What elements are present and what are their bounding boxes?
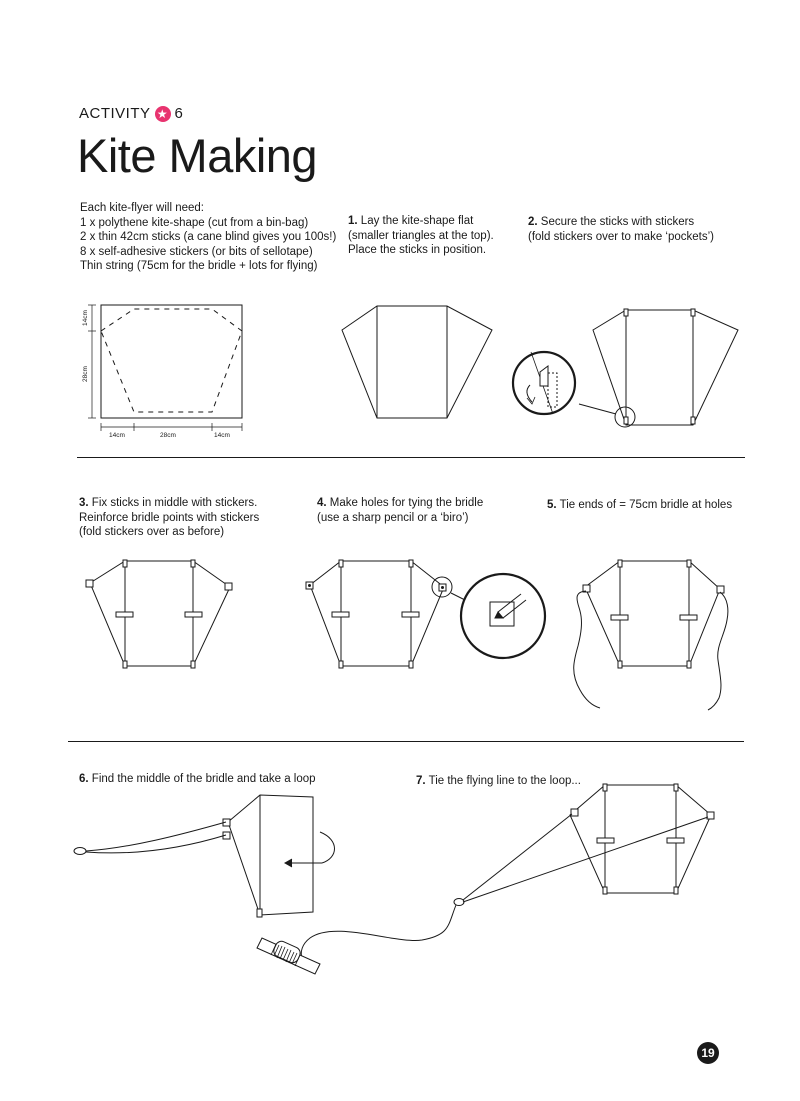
step-line: Fix sticks in middle with stickers. (91, 497, 258, 509)
materials-item: 2 x thin 42cm sticks (a cane blind gives you 100s!) (80, 231, 337, 243)
step-line: Secure the sticks with stickers (540, 216, 695, 228)
step-number: 7. (416, 775, 426, 787)
step-line: (use a sharp pencil or a ‘biro’) (317, 511, 469, 524)
dim-middle-width: 28cm (160, 432, 176, 439)
step-number: 1. (348, 215, 358, 227)
page-title: Kite Making (77, 129, 318, 182)
bridle-loop (74, 848, 86, 855)
materials-item: 1 x polythene kite-shape (cut from a bin-bag) (80, 216, 309, 229)
star-icon: ★ (155, 106, 171, 122)
activity-number: 6 (174, 105, 184, 122)
step-number: 4. (317, 497, 327, 509)
bridle-string (86, 822, 226, 851)
step-line: Find the middle of the bridle and take a loop (91, 773, 316, 785)
step-number: 5. (547, 499, 557, 511)
kite-step-1-diagram (342, 306, 492, 418)
kite-step-6-diagram (74, 795, 335, 917)
dim-left-width: 14cm (109, 432, 125, 439)
kite-step-4-diagram (306, 560, 545, 668)
turn-arrow-icon (320, 832, 335, 863)
kite-step-5-diagram (574, 560, 728, 710)
step-line: (fold stickers over as before) (79, 526, 225, 538)
dim-top-height: 14cm (82, 310, 89, 326)
bridle-string (574, 591, 600, 708)
step-line: Make holes for tying the bridle (329, 497, 484, 509)
step-line: Place the sticks in position. (348, 244, 487, 256)
step-line: Tie the flying line to the loop... (428, 775, 581, 787)
bridle-loop (454, 899, 464, 906)
kite-step-3-diagram (86, 560, 232, 668)
bridle-string (463, 814, 572, 900)
kite-step-2-diagram (513, 309, 738, 427)
flying-line (301, 905, 456, 958)
bridle-string (463, 817, 708, 902)
template-rectangle (101, 305, 242, 418)
string-spool-icon (257, 938, 320, 974)
step-line: Reinforce bridle points with stickers (79, 511, 260, 524)
materials-intro: Each kite-flyer will need: (80, 202, 204, 214)
bridle-string (708, 592, 728, 710)
materials-item: Thin string (75cm for the bridle + lots for flying) (80, 260, 318, 272)
step-number: 3. (79, 497, 89, 509)
step-line: Tie ends of = 75cm bridle at holes (559, 499, 733, 511)
materials-item: 8 x self-adhesive stickers (or bits of sellotape) (80, 245, 313, 258)
page-number: 19 (697, 1042, 719, 1064)
template-cut-line (101, 309, 242, 412)
dim-right-width: 14cm (214, 432, 230, 439)
step-number: 6. (79, 773, 89, 785)
activity-text: ACTIVITY (79, 105, 151, 122)
kite-template-diagram (82, 305, 242, 439)
step-line: Lay the kite-shape flat (360, 215, 474, 227)
kite-step-7-diagram (257, 784, 714, 974)
step-line: (smaller triangles at the top). (348, 229, 494, 242)
dim-main-height: 28cm (82, 366, 89, 382)
step-number: 2. (528, 216, 538, 228)
step-line: (fold stickers over to make ‘pockets’) (528, 230, 714, 243)
